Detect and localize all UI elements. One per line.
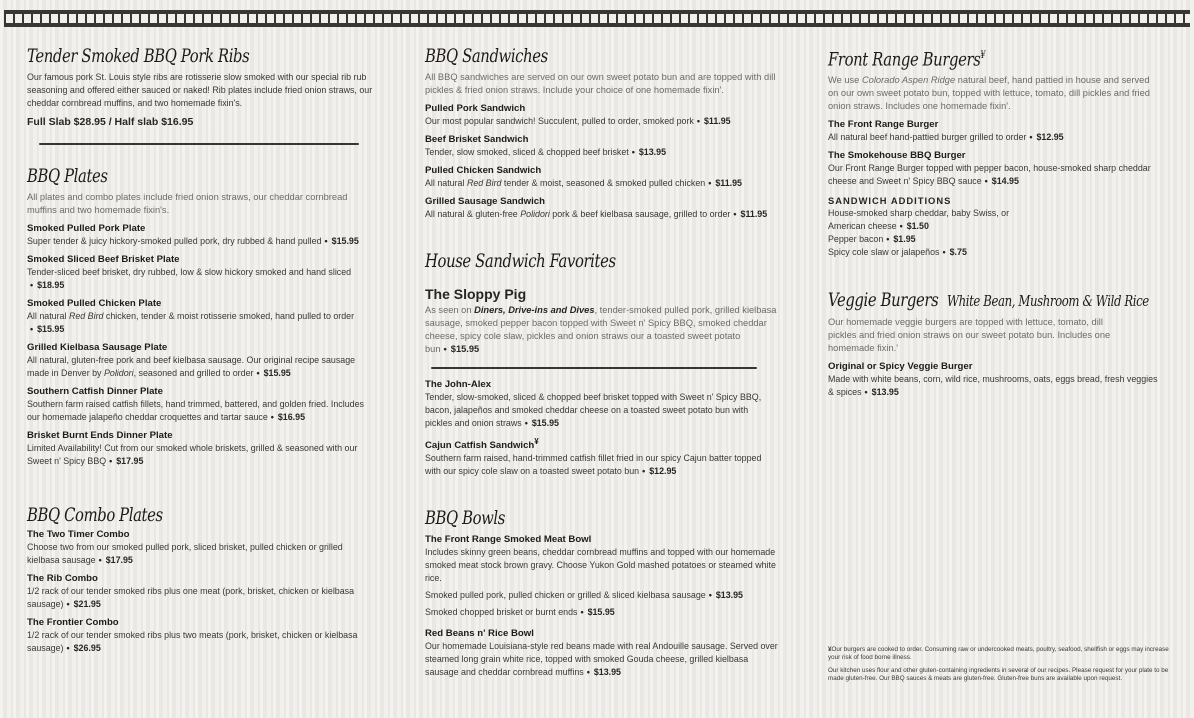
beef-brand: Colorado Aspen Ridge — [861, 75, 956, 86]
item-text: pork & beef kielbasa sausage, grilled to order — [549, 209, 731, 219]
item-description — [27, 266, 379, 292]
item-text: 1/2 rack of our tender smoked ribs plus one meat (pork, brisket, chicken or kielbasa sausage) — [27, 586, 355, 609]
item-description — [425, 391, 777, 430]
item-name: Grilled Kielbasa Sausage Plate — [27, 342, 168, 353]
item-description — [27, 629, 372, 655]
item-brand: Polidori — [103, 368, 134, 378]
item-name: Pulled Pork Sandwich — [425, 103, 526, 114]
menu-item — [425, 134, 780, 159]
menu-item — [425, 436, 777, 478]
intro-text: natural beef, hand pattied in house and served on our own sweet potato bun, topped with lettuce, tomato, dill pickles and fried onion straws. Includes one homemade fixin'. — [828, 75, 1150, 112]
item-text: Pepper bacon — [828, 234, 884, 245]
menu-item — [27, 430, 379, 468]
section-combo-plates — [27, 503, 372, 655]
item-text: Southern farm raised, hand-trimmed catfish fillet fried in our spicy Cajun batter topped with our spicy cole slaw on a toasted sweet potato bun — [425, 453, 762, 477]
item-text: Tender, slow-smoked, sliced & chopped beef brisket topped with Sweet n' Spicy BBQ, bacon, jalapeños and smoked cheddar cheese on a toasted sweet potato bun with pickles and onion straws — [425, 392, 762, 428]
item-name: The John-Alex — [425, 379, 492, 390]
item-description — [425, 208, 780, 221]
section-description: Our homemade veggie burgers are topped with lettuce, tomato, dill pickles and fried onion straws on our sweet potato bun. Includes one homemade fixin.' — [828, 317, 1111, 353]
item-text: chicken, tender & moist rotisserie smoked, hand pulled to order — [103, 311, 355, 321]
section-title: BBQ Combo Plates — [27, 504, 163, 526]
ribs-price: Full Slab $28.95 / Half slab $16.95 — [27, 116, 194, 128]
menu-item — [27, 342, 379, 380]
item-price: • $26.95 — [64, 643, 101, 653]
option-text: Smoked chopped brisket or burnt ends — [425, 607, 578, 617]
footnote-gluten: Our kitchen uses flour and other gluten-containing ingredients in several of our recipes. Please request for your plate to be made gluten-free. Our BBQ sauces & meats are gluten-free. Gluten-free buns are available upon request. — [828, 667, 1169, 682]
option-text: Smoked pulled pork, pulled chicken or grilled & sliced kielbasa sausage — [425, 590, 706, 600]
item-name: The Front Range Smoked Meat Bowl — [425, 534, 592, 545]
section-bbq-plates — [27, 164, 379, 468]
item-price: • $21.95 — [64, 599, 101, 609]
section-description: Our famous pork St. Louis style ribs are rotisserie slow smoked with our special rib rub seasoning and offered either sauced or naked! Rib plates include fried onion straws, our cheddar cornbread muffins, and two homemade fixin's. — [27, 72, 373, 108]
item-price: • $1.95 — [883, 234, 915, 244]
section-description: All plates and combo plates include fried onion straws, our cheddar cornbread muffins and two homemade fixin's. — [27, 192, 348, 215]
menu-item — [27, 298, 379, 336]
menu-item — [425, 628, 780, 679]
section-description — [828, 74, 1158, 113]
item-price: • $15.95 — [441, 344, 480, 354]
item-description — [425, 146, 780, 159]
divider — [39, 143, 359, 145]
addition-item — [828, 233, 1158, 246]
item-name: The Front Range Burger — [828, 119, 939, 131]
item-price: • $15.95 — [577, 607, 614, 617]
section-title — [828, 288, 1149, 313]
item-name: The Frontier Combo — [27, 617, 119, 628]
additions-title: SANDWICH ADDITIONS — [828, 195, 952, 207]
section-bbq-bowls — [425, 506, 780, 679]
item-text: All natural beef hand-pattied burger grilled to order — [828, 132, 1027, 143]
item-price: • $13.95 — [706, 590, 743, 600]
item-text: As seen on — [425, 305, 475, 315]
item-description — [425, 452, 777, 478]
item-description — [27, 310, 379, 336]
section-title — [828, 44, 1085, 71]
item-text: Our homemade Louisiana-style red beans made with real Andouille sausage. Served over steamed long grain white rice, topped with smoked Gouda cheese, grilled kielbasa sausage and cheddar cornbread muffins — [425, 641, 778, 677]
item-description — [828, 131, 1158, 144]
item-name: Pulled Chicken Sandwich — [425, 165, 542, 176]
item-description — [425, 304, 777, 356]
item-price: • $18.95 — [27, 280, 64, 290]
item-text: All natural & gluten-free — [425, 209, 521, 219]
section-title: BBQ Bowls — [425, 507, 505, 529]
item-name: Red Beans n' Rice Bowl — [425, 628, 534, 639]
item-name: Smoked Pulled Chicken Plate — [27, 298, 162, 309]
item-price: • $15.95 — [253, 368, 290, 378]
item-text: Our Front Range Burger topped with pepper bacon, house-smoked sharp cheddar cheese and Sweet n' Spicy BBQ sauce — [828, 163, 1151, 187]
item-text: Our most popular sandwich! Succulent, pulled to order, smoked pork — [425, 116, 694, 126]
item-text: All natural — [425, 178, 467, 188]
item-price: • $15.95 — [27, 324, 64, 334]
item-name: Beef Brisket Sandwich — [425, 134, 529, 145]
item-brand: Polidori — [520, 209, 550, 219]
menu-item — [828, 119, 1158, 144]
item-text: Tender-sliced beef brisket, dry rubbed, low & slow hickory smoked and hand sliced — [27, 267, 352, 277]
item-show-name: Diners, Drive-ins and Dives — [474, 305, 595, 315]
item-name: Brisket Burnt Ends Dinner Plate — [27, 430, 173, 441]
item-text: Choose two from our smoked pulled pork, sliced brisket, pulled chicken or grilled kielbasa sausage — [27, 542, 343, 565]
item-text: Spicy cole slaw or jalapeños — [828, 247, 940, 258]
menu-item — [828, 361, 1163, 399]
divider — [431, 367, 757, 369]
item-name: The Sloppy Pig — [425, 286, 527, 302]
menu-item — [27, 617, 372, 655]
menu-item — [425, 103, 780, 128]
item-description — [27, 398, 379, 424]
item-name: The Rib Combo — [27, 573, 98, 584]
section-house-sandwiches — [425, 249, 777, 478]
item-price: • $17.95 — [96, 555, 133, 565]
footnote-mark: ¥ — [828, 646, 832, 653]
item-name: The Two Timer Combo — [27, 529, 130, 540]
section-subtitle: White Bean, Mushroom & Wild Rice — [946, 292, 1149, 310]
item-price: • $12.95 — [639, 466, 676, 476]
item-price: • $17.95 — [106, 456, 143, 466]
item-text: House-smoked sharp cheddar, baby Swiss, or American cheese — [828, 208, 1010, 232]
menu-item — [425, 534, 780, 619]
item-description — [425, 115, 780, 128]
intro-text: We use — [828, 75, 862, 86]
item-text: Made with white beans, corn, wild rice, mushrooms, oats, eggs bread, fresh veggies & spices — [828, 374, 1158, 397]
footnote-mark: ¥ — [534, 437, 539, 446]
item-text: , seasoned and grilled to order — [133, 368, 254, 378]
menu-item — [27, 386, 379, 424]
menu-item — [425, 165, 780, 190]
item-text: Limited Availability! Cut from our smoked whole briskets, grilled & seasoned with our Sweet n' Spicy BBQ — [27, 443, 358, 466]
item-brand: Red Bird — [68, 311, 104, 321]
item-price: • $12.95 — [1026, 132, 1063, 142]
item-name: The Smokehouse BBQ Burger — [828, 150, 966, 162]
section-title: Tender Smoked BBQ Pork Ribs — [27, 45, 250, 67]
item-description — [27, 235, 379, 248]
section-description: All BBQ sandwiches are served on our own sweet potato bun and are topped with dill pickles & fried onion straws. Include your choice of one homemade fixin'. — [425, 72, 776, 95]
section-title-text: Veggie Burgers — [828, 289, 939, 311]
item-text: Southern farm raised catfish fillets, hand trimmed, battered, and golden fried. Includes our homemade jalapeño cheddar croquettes and tartar sauce — [27, 399, 364, 422]
item-description — [27, 442, 379, 468]
footnote-raw-food — [828, 646, 1173, 662]
item-brand: Red Bird — [466, 178, 502, 188]
section-front-range-burgers — [828, 44, 1158, 259]
section-title-text: Front Range Burgers — [828, 48, 981, 71]
item-name-text: Cajun Catfish Sandwich — [425, 440, 535, 452]
item-price: • $13.95 — [584, 667, 621, 677]
item-text: Tender, slow smoked, sliced & chopped beef brisket — [425, 147, 629, 157]
item-description — [425, 177, 780, 190]
section-title: BBQ Sandwiches — [425, 45, 548, 67]
item-name: Grilled Sausage Sandwich — [425, 196, 545, 207]
footnotes — [828, 646, 1173, 683]
item-price: • $.75 — [940, 247, 967, 257]
item-price: • $11.95 — [730, 209, 767, 219]
section-title: BBQ Plates — [27, 165, 108, 187]
item-description — [27, 354, 379, 380]
item-description — [27, 541, 372, 567]
item-text: All natural — [27, 311, 69, 321]
item-name: Southern Catfish Dinner Plate — [27, 386, 163, 397]
item-text: All natural, gluten-free pork and beef kielbasa sausage. Our original recipe sausage made in Denver by — [27, 355, 356, 378]
item-description: Includes skinny green beans, cheddar cornbread muffins and topped with our homemade smoked meat stock brown gravy. Choose Yukon Gold mashed potatoes or steamed white rice. — [425, 547, 776, 583]
item-name: Original or Spicy Veggie Burger — [828, 361, 973, 372]
menu-item — [27, 223, 379, 248]
section-veggie-burgers — [828, 288, 1163, 399]
addition-item — [828, 246, 1158, 259]
addition-item — [828, 207, 1018, 233]
menu-item — [425, 196, 780, 221]
menu-item — [27, 254, 379, 292]
item-description — [828, 373, 1163, 399]
item-price: • $13.95 — [862, 387, 899, 397]
item-price: • $1.50 — [897, 221, 929, 231]
item-price: • $16.95 — [268, 412, 305, 422]
item-description — [425, 640, 780, 679]
item-name: Smoked Sliced Beef Brisket Plate — [27, 254, 180, 265]
item-price: • $14.95 — [982, 176, 1019, 186]
item-price: • $11.95 — [705, 178, 742, 188]
decorative-top-border — [4, 10, 1190, 27]
item-price: • $13.95 — [629, 147, 666, 157]
item-text: Super tender & juicy hickory-smoked pulled pork, dry rubbed & hand pulled — [27, 236, 322, 246]
section-bbq-sandwiches — [425, 44, 780, 221]
footnote-text: Our burgers are cooked to order. Consuming raw or undercooked meats, poultry, seafood, shellfish or eggs may increase your risk of food borne illness. — [828, 646, 1169, 661]
item-text: 1/2 rack of our tender smoked ribs plus two meats (pork, brisket, chicken or kielbasa sausage) — [27, 630, 358, 653]
item-price: • $15.95 — [322, 236, 359, 246]
item-price: • $11.95 — [694, 116, 731, 126]
section-ribs — [27, 44, 379, 145]
item-name: Smoked Pulled Pork Plate — [27, 223, 146, 234]
footnote-mark: ¥ — [980, 50, 985, 61]
item-text: , tender-smoked pulled pork, grilled kielbasa sausage, smoked pepper bacon topped with Sweet n' Spicy BBQ, smoked cheddar cheese, spicy cole slaw, pickles and onion straws our a toasted sweet potato bun — [425, 305, 777, 354]
item-name — [425, 436, 777, 452]
item-description — [27, 585, 372, 611]
item-description — [828, 162, 1158, 188]
bowl-option — [425, 589, 780, 602]
item-text: tender & moist, seasoned & smoked pulled chicken — [501, 178, 706, 188]
item-price: • $15.95 — [522, 418, 559, 428]
sandwich-additions — [828, 194, 1158, 259]
menu-item — [425, 379, 777, 430]
menu-item — [828, 150, 1158, 188]
section-title: House Sandwich Favorites — [425, 250, 616, 272]
bowl-option — [425, 606, 780, 619]
menu-item — [27, 573, 372, 611]
menu-item — [27, 529, 372, 567]
